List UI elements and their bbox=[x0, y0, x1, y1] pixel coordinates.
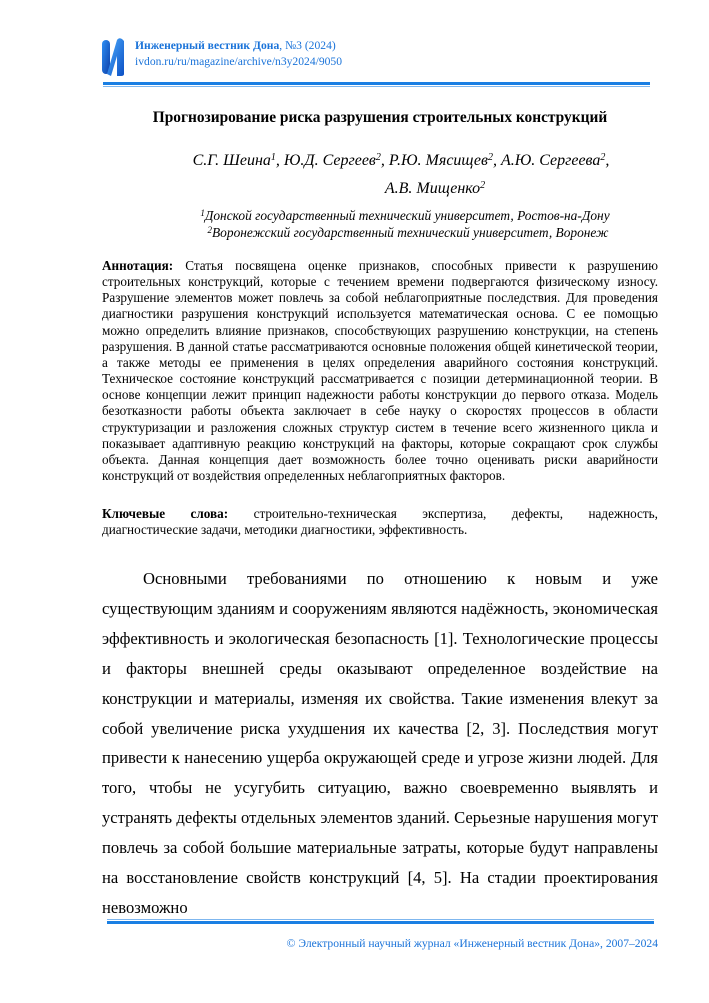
author: Ю.Д. Сергеев$^2$, bbox=[283, 152, 389, 169]
journal-name: Инженерный вестник Дона bbox=[135, 39, 280, 52]
author: Р.Ю. Мясищев$^2$, bbox=[388, 152, 501, 169]
abstract bbox=[102, 258, 658, 484]
keywords-line-1: Ключевые слова: строительно-техническая экспертиза, дефекты, надежность, bbox=[102, 506, 658, 521]
header-divider bbox=[103, 82, 650, 87]
affiliation: $^1$Донской государственный технический университет, Ростов-на-Дону bbox=[200, 208, 610, 223]
authors-line-2 bbox=[102, 179, 658, 199]
author: А.Ю. Сергеева$^2$, bbox=[500, 152, 610, 169]
footer-copyright: © Электронный научный журнал «Инженерный вестник Дона», 2007–2024 bbox=[286, 937, 658, 950]
abstract-text: Статья посвящена оценке признаков, способных привести к разрушению строительных конструкций, которые с течением времени подвергаются физическому износу. Разрушение элементов может повлечь за собой неблагоприятные последствия. Для проведения диагностики разрушения конструкций используется математическая основа. С ее помощью можно определить влияние признаков, способствующих разрушению конструкции, на степень разрушения. В данной статье рассматриваются основные положения общей кинетической теории, а также методы ее применения в целях определения аварийного состояния конструкций. Техническое состояние конструкций рассматривается с позиции детерминационной теории. В основе концепции лежит принцип надежности работы конструкции до первого отказа. Модель безотказности работы объекта заключает в себе науку о скоростях процессов в области структуризации и разложения сложных структур систем в течение всего жизненного цикла и показывает адаптивную реакцию конструкций на факторы, которые сокращают срок службы объекта. Данная концепция дает возможность более точно оценивать риски аварийности конструкций от воздействия определенных неблагоприятных факторов. bbox=[102, 258, 658, 484]
authors-line-1 bbox=[102, 151, 658, 171]
journal-issue: , №3 (2024) bbox=[279, 39, 336, 52]
journal-title-line bbox=[135, 38, 342, 54]
author: С.Г. Шеина$^1$, bbox=[192, 152, 284, 169]
article-title: Прогнозирование риска разрушения строительных конструкций bbox=[152, 109, 608, 126]
author: А.В. Мищенко$^2$ bbox=[384, 180, 486, 197]
journal-logo-icon bbox=[101, 36, 125, 76]
body-paragraph: Основными требованиями по отношению к новым и уже существующим зданиям и сооружениям являются надёжность, экономическая эффективность и экологическая безопасность [1]. Технологические процессы и факторы внешней среды оказывают определенное воздействие на конструкции и материалы, изменяя их свойства. Такие изменения влекут за собой увеличение риска ухудшения их качества [2, 3]. Последствия могут привести к нанесению ущерба окружающей среде и угрозе жизни людей. Для того, чтобы не усугубить ситуацию, важно своевременно выявлять и устранять дефекты отдельных элементов зданий. Серьезные нарушения могут повлечь за собой большие материальные затраты, которые будут направлены на восстановление свойств конструкций [4, 5]. На стадии проектирования невозможно bbox=[102, 569, 658, 917]
journal-header bbox=[135, 38, 342, 70]
keywords-label: Ключевые слова: bbox=[102, 506, 229, 521]
abstract-label: Аннотация: bbox=[102, 258, 174, 273]
footer-divider bbox=[107, 919, 654, 924]
article-url[interactable]: ivdon.ru/ru/magazine/archive/n3y2024/9050 bbox=[135, 55, 343, 68]
keywords-line-2: диагностические задачи, методики диагностики, эффективность. bbox=[102, 522, 468, 538]
affiliation: $^2$Воронежский государственный технический университет, Воронеж bbox=[207, 225, 609, 240]
keywords bbox=[102, 506, 658, 538]
